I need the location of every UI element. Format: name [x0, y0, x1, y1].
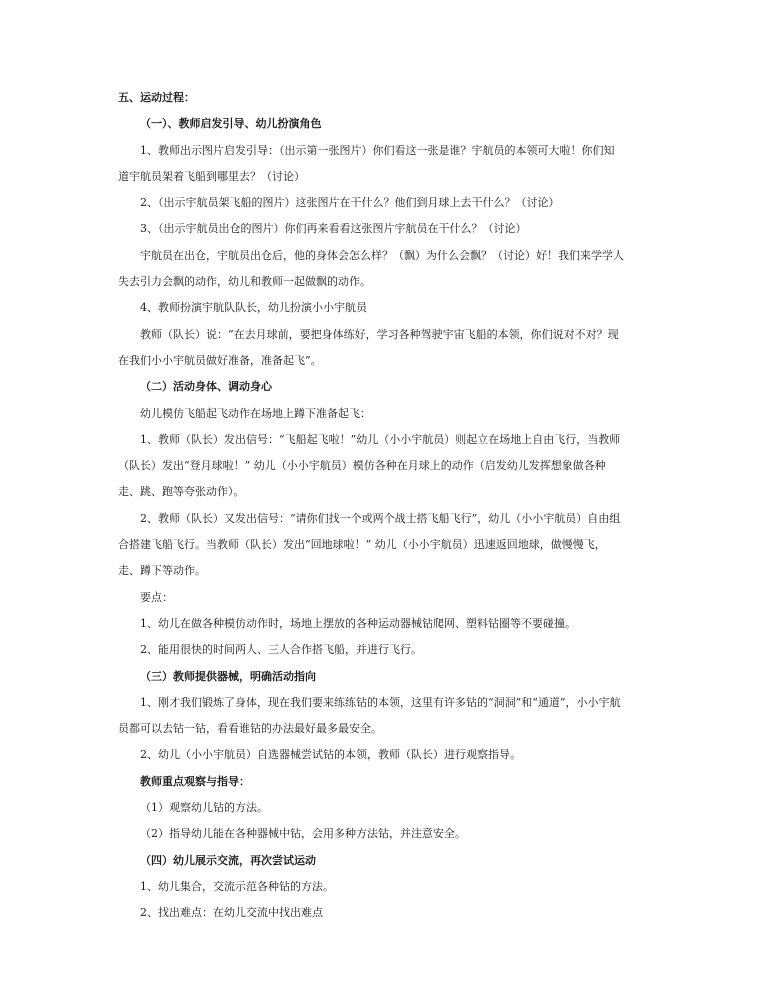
- paragraph-line: 宇航员在出仓，宇航员出仓后，他的身体会怎么样？（飘）为什么会飘？（讨论）好！我们来学学人: [140, 248, 624, 262]
- section-heading: （四）幼儿展示交流，再次尝试运动: [140, 853, 316, 867]
- paragraph-line: 4、教师扮演宇航队队长，幼儿扮演小小宇航员: [140, 301, 367, 315]
- paragraph-line: 2、幼儿（小小宇航员）自选器械尝试钻的本领，教师（队长）进行观察指导。: [140, 748, 521, 762]
- section-heading: 教师重点观察与指导：: [140, 774, 250, 788]
- paragraph-line: 3、（出示宇航员出仓的图片）你们再来看看这张图片宇航员在干什么？（讨论）: [140, 222, 527, 236]
- paragraph-line: 在我们小小宇航员做好准备，准备起飞”。: [118, 353, 322, 367]
- document-page: [118, 88, 658, 930]
- paragraph-line: 2、找出难点：在幼儿交流中找出难点: [140, 906, 323, 920]
- section-heading: （一）、教师启发引导、幼儿扮演角色: [140, 117, 322, 131]
- section-heading: （二）活动身体、调动身心: [140, 380, 272, 394]
- paragraph-line: 1、教师出示图片启发引导：（出示第一张图片）你们看这一张是谁？宇航员的本领可大啦！你们知: [140, 143, 615, 157]
- paragraph-line: 教师（队长）说：“在去月球前，要把身体练好，学习各种驾驶宇宙飞船的本领，你们说对不对？现: [140, 327, 619, 341]
- paragraph-line: 幼儿模仿飞船起飞动作在场地上蹲下准备起飞：: [140, 406, 371, 420]
- paragraph-line: 2、教师（队长）又发出信号：“请你们找一个或两个战士搭飞船飞行”，幼儿（小小宇航员）自由组: [140, 511, 621, 525]
- paragraph-line: 要点：: [140, 590, 173, 604]
- section-heading: 五、运动过程：: [118, 91, 195, 104]
- paragraph-line: 2、能用很快的时间两人、三人合作搭飞船，并进行飞行。: [140, 643, 422, 657]
- section-heading: （三）教师提供器械，明确活动指向: [140, 669, 316, 683]
- paragraph-line: 道宇航员架着飞船到哪里去？（讨论）: [118, 169, 305, 183]
- paragraph-line: 合搭建飞船飞行。当教师（队长）发出“回地球啦！” 幼儿（小小宇航员）迅速返回地球，做慢慢飞，: [118, 538, 606, 552]
- paragraph-line: 1、幼儿集合，交流示范各种钻的方法。: [140, 879, 334, 893]
- paragraph-line: 员都可以去钻一钻，看看谁钻的办法最好最多最安全。: [118, 722, 382, 736]
- paragraph-line: 1、刚才我们锻炼了身体，现在我们要来练练钻的本领，这里有许多钻的“洞洞”和“通道”，小小宇航: [140, 695, 621, 709]
- paragraph-line: 1、教师（队长）发出信号：“飞船起飞啦！”幼儿（小小宇航员）则起立在场地上自由飞行，当教师: [140, 432, 621, 446]
- paragraph-line: （2）指导幼儿能在各种器械中钻，会用多种方法钻，并注意安全。: [140, 827, 466, 841]
- paragraph-line: 走、跳、跑等夸张动作）。: [118, 485, 245, 499]
- paragraph-line: 失去引力会飘的动作，幼儿和教师一起做飘的动作。: [118, 275, 371, 289]
- paragraph-line: 1、幼儿在做各种模仿动作时，场地上摆放的各种运动器械钻爬网、塑料钻圈等不要碰撞。: [140, 616, 576, 630]
- paragraph-line: （队长）发出“登月球啦！” 幼儿（小小宇航员）模仿各种在月球上的动作（启发幼儿发挥想象做各种: [118, 459, 606, 473]
- paragraph-line: 走、蹲下等动作。: [118, 564, 206, 578]
- paragraph-line: （1）观察幼儿钻的方法。: [140, 801, 268, 815]
- paragraph-line: 2、（出示宇航员架飞船的图片）这张图片在干什么？他们到月球上去干什么？（讨论）: [140, 196, 560, 210]
